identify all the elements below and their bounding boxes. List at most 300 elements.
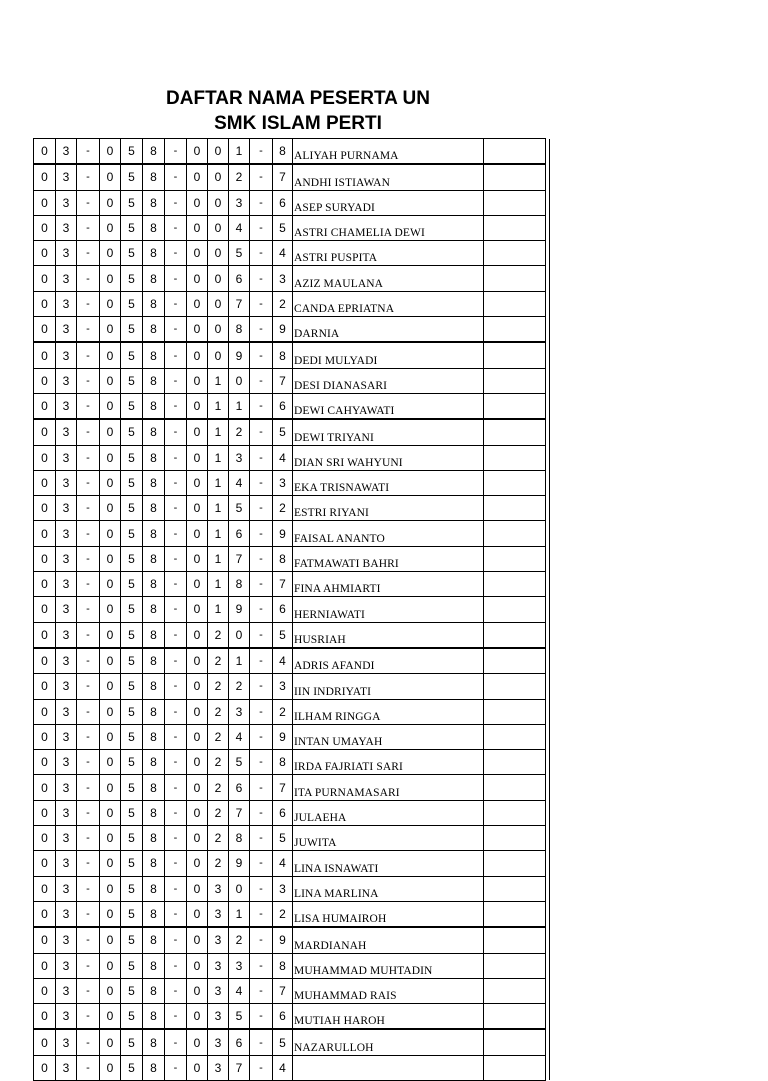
digit-cell: 4	[273, 851, 293, 876]
digit-cell: 5	[121, 317, 143, 343]
digit-cell: 0	[187, 419, 208, 445]
separator-cell: -	[250, 724, 273, 749]
digit-cell: 0	[34, 496, 56, 521]
digit-cell: 0	[100, 876, 121, 901]
participant-name: INTAN UMAYAH	[293, 724, 484, 749]
digit-cell: 0	[34, 572, 56, 597]
separator-cell: -	[77, 1029, 100, 1055]
digit-cell: 0	[187, 368, 208, 393]
digit-cell: 0	[100, 241, 121, 266]
participant-name: MUTIAH HAROH	[293, 1004, 484, 1030]
table-edge	[546, 419, 550, 445]
digit-cell: 9	[229, 342, 250, 368]
digit-cell: 2	[208, 622, 229, 648]
table-row	[34, 266, 550, 291]
digit-cell: 2	[208, 648, 229, 674]
digit-cell: 2	[229, 927, 250, 953]
digit-cell: 0	[34, 368, 56, 393]
table-edge	[546, 317, 550, 343]
participant-name: HERNIAWATI	[293, 597, 484, 622]
digit-cell: 3	[56, 1029, 77, 1055]
digit-cell: 8	[143, 241, 165, 266]
digit-cell: 8	[143, 597, 165, 622]
digit-cell: 5	[121, 724, 143, 749]
digit-cell: 0	[187, 445, 208, 470]
table-row	[34, 190, 550, 215]
digit-cell: 1	[208, 496, 229, 521]
participant-name: ITA PURNAMASARI	[293, 775, 484, 800]
digit-cell: 4	[229, 215, 250, 240]
digit-cell: 9	[273, 927, 293, 953]
table-edge	[546, 648, 550, 674]
digit-cell: 0	[187, 393, 208, 419]
separator-cell: -	[165, 521, 187, 546]
participant-name: NAZARULLOH	[293, 1029, 484, 1055]
separator-cell: -	[250, 445, 273, 470]
digit-cell: 5	[121, 1029, 143, 1055]
digit-cell: 0	[187, 241, 208, 266]
digit-cell: 0	[187, 978, 208, 1003]
separator-cell: -	[250, 470, 273, 495]
separator-cell: -	[250, 597, 273, 622]
participant-name: MUHAMMAD MUHTADIN	[293, 953, 484, 978]
digit-cell: 8	[143, 266, 165, 291]
digit-cell: 8	[143, 317, 165, 343]
digit-cell: 5	[273, 215, 293, 240]
separator-cell: -	[165, 291, 187, 316]
table-edge	[546, 978, 550, 1003]
digit-cell: 0	[187, 496, 208, 521]
digit-cell: 0	[187, 876, 208, 901]
table-edge	[546, 572, 550, 597]
digit-cell: 8	[143, 1004, 165, 1030]
digit-cell: 0	[229, 622, 250, 648]
digit-cell: 6	[273, 1004, 293, 1030]
table-edge	[546, 674, 550, 699]
digit-cell: 3	[56, 572, 77, 597]
table-row	[34, 342, 550, 368]
separator-cell: -	[77, 241, 100, 266]
digit-cell: 0	[187, 1004, 208, 1030]
digit-cell: 6	[229, 266, 250, 291]
signature-cell	[484, 1004, 546, 1030]
separator-cell: -	[165, 393, 187, 419]
table-row	[34, 139, 550, 165]
digit-cell: 0	[208, 241, 229, 266]
participant-name: IIN INDRIYATI	[293, 674, 484, 699]
digit-cell: 0	[34, 674, 56, 699]
digit-cell: 1	[208, 393, 229, 419]
digit-cell: 0	[100, 470, 121, 495]
digit-cell: 0	[34, 190, 56, 215]
separator-cell: -	[77, 978, 100, 1003]
participant-name: AZIZ MAULANA	[293, 266, 484, 291]
digit-cell: 2	[208, 724, 229, 749]
digit-cell: 0	[100, 190, 121, 215]
digit-cell: 0	[100, 674, 121, 699]
digit-cell: 0	[187, 953, 208, 978]
digit-cell: 0	[208, 190, 229, 215]
digit-cell: 0	[100, 978, 121, 1003]
separator-cell: -	[165, 927, 187, 953]
digit-cell: 2	[273, 699, 293, 724]
digit-cell: 5	[121, 496, 143, 521]
separator-cell: -	[165, 241, 187, 266]
signature-cell	[484, 139, 546, 165]
signature-cell	[484, 648, 546, 674]
digit-cell: 2	[208, 674, 229, 699]
participant-name	[293, 1055, 484, 1080]
separator-cell: -	[77, 546, 100, 571]
signature-cell	[484, 496, 546, 521]
digit-cell: 0	[100, 622, 121, 648]
school-name: SMK ISLAM PERTI	[214, 113, 382, 134]
digit-cell: 1	[229, 139, 250, 165]
digit-cell: 3	[56, 317, 77, 343]
digit-cell: 0	[34, 1004, 56, 1030]
digit-cell: 1	[229, 393, 250, 419]
separator-cell: -	[77, 342, 100, 368]
separator-cell: -	[77, 445, 100, 470]
digit-cell: 2	[208, 851, 229, 876]
table-edge	[546, 291, 550, 316]
digit-cell: 0	[34, 876, 56, 901]
digit-cell: 5	[121, 826, 143, 851]
digit-cell: 0	[34, 775, 56, 800]
digit-cell: 8	[273, 953, 293, 978]
digit-cell: 8	[143, 215, 165, 240]
participant-name: MUHAMMAD RAIS	[293, 978, 484, 1003]
table-edge	[546, 241, 550, 266]
digit-cell: 3	[56, 674, 77, 699]
separator-cell: -	[250, 851, 273, 876]
participant-name: DEDI MULYADI	[293, 342, 484, 368]
digit-cell: 0	[208, 139, 229, 165]
table-row	[34, 775, 550, 800]
participant-name: FATMAWATI BAHRI	[293, 546, 484, 571]
separator-cell: -	[250, 317, 273, 343]
table-row	[34, 901, 550, 927]
digit-cell: 8	[143, 496, 165, 521]
table-row	[34, 317, 550, 343]
digit-cell: 5	[121, 342, 143, 368]
digit-cell: 4	[273, 648, 293, 674]
digit-cell: 0	[187, 546, 208, 571]
digit-cell: 2	[208, 775, 229, 800]
digit-cell: 0	[229, 368, 250, 393]
separator-cell: -	[77, 291, 100, 316]
separator-cell: -	[165, 1004, 187, 1030]
digit-cell: 8	[143, 851, 165, 876]
separator-cell: -	[165, 266, 187, 291]
digit-cell: 1	[229, 648, 250, 674]
signature-cell	[484, 775, 546, 800]
digit-cell: 3	[273, 674, 293, 699]
digit-cell: 3	[56, 750, 77, 775]
digit-cell: 8	[143, 190, 165, 215]
digit-cell: 0	[187, 901, 208, 927]
digit-cell: 0	[187, 1055, 208, 1080]
table-edge	[546, 190, 550, 215]
signature-cell	[484, 546, 546, 571]
separator-cell: -	[165, 901, 187, 927]
digit-cell: 5	[229, 241, 250, 266]
digit-cell: 0	[100, 342, 121, 368]
digit-cell: 6	[273, 597, 293, 622]
table-edge	[546, 445, 550, 470]
digit-cell: 8	[143, 521, 165, 546]
digit-cell: 0	[100, 750, 121, 775]
table-row	[34, 1004, 550, 1030]
separator-cell: -	[165, 342, 187, 368]
digit-cell: 3	[56, 419, 77, 445]
digit-cell: 8	[143, 470, 165, 495]
signature-cell	[484, 445, 546, 470]
digit-cell: 3	[208, 927, 229, 953]
separator-cell: -	[77, 496, 100, 521]
digit-cell: 3	[56, 597, 77, 622]
digit-cell: 5	[121, 190, 143, 215]
digit-cell: 0	[34, 215, 56, 240]
digit-cell: 0	[100, 521, 121, 546]
digit-cell: 5	[273, 1029, 293, 1055]
separator-cell: -	[165, 215, 187, 240]
separator-cell: -	[77, 317, 100, 343]
separator-cell: -	[250, 496, 273, 521]
separator-cell: -	[165, 597, 187, 622]
digit-cell: 0	[100, 1029, 121, 1055]
separator-cell: -	[77, 368, 100, 393]
digit-cell: 0	[100, 1004, 121, 1030]
digit-cell: 5	[121, 901, 143, 927]
digit-cell: 0	[34, 750, 56, 775]
digit-cell: 3	[56, 164, 77, 190]
digit-cell: 0	[34, 419, 56, 445]
table-edge	[546, 851, 550, 876]
separator-cell: -	[250, 546, 273, 571]
signature-cell	[484, 597, 546, 622]
digit-cell: 5	[121, 419, 143, 445]
digit-cell: 2	[273, 496, 293, 521]
separator-cell: -	[165, 496, 187, 521]
document-title: DAFTAR NAMA PESERTA UN	[166, 88, 430, 109]
digit-cell: 0	[100, 445, 121, 470]
separator-cell: -	[77, 901, 100, 927]
digit-cell: 0	[187, 724, 208, 749]
digit-cell: 5	[121, 1004, 143, 1030]
digit-cell: 1	[208, 521, 229, 546]
digit-cell: 0	[187, 572, 208, 597]
table-edge	[546, 164, 550, 190]
digit-cell: 3	[229, 699, 250, 724]
digit-cell: 3	[56, 496, 77, 521]
separator-cell: -	[77, 826, 100, 851]
separator-cell: -	[77, 876, 100, 901]
separator-cell: -	[165, 190, 187, 215]
digit-cell: 0	[208, 317, 229, 343]
separator-cell: -	[165, 800, 187, 825]
digit-cell: 2	[229, 164, 250, 190]
digit-cell: 0	[187, 317, 208, 343]
signature-cell	[484, 699, 546, 724]
separator-cell: -	[250, 1029, 273, 1055]
digit-cell: 3	[56, 800, 77, 825]
participant-name: JUWITA	[293, 826, 484, 851]
digit-cell: 3	[56, 215, 77, 240]
separator-cell: -	[77, 164, 100, 190]
digit-cell: 0	[208, 342, 229, 368]
digit-cell: 0	[34, 1055, 56, 1080]
digit-cell: 5	[121, 750, 143, 775]
table-row	[34, 648, 550, 674]
separator-cell: -	[165, 622, 187, 648]
table-edge	[546, 470, 550, 495]
digit-cell: 7	[229, 1055, 250, 1080]
digit-cell: 5	[229, 1004, 250, 1030]
separator-cell: -	[250, 266, 273, 291]
digit-cell: 0	[34, 851, 56, 876]
digit-cell: 0	[34, 597, 56, 622]
digit-cell: 0	[187, 521, 208, 546]
digit-cell: 0	[100, 927, 121, 953]
separator-cell: -	[165, 775, 187, 800]
separator-cell: -	[77, 419, 100, 445]
separator-cell: -	[250, 699, 273, 724]
separator-cell: -	[250, 393, 273, 419]
digit-cell: 9	[273, 521, 293, 546]
digit-cell: 7	[273, 775, 293, 800]
digit-cell: 5	[121, 445, 143, 470]
participant-name: FAISAL ANANTO	[293, 521, 484, 546]
digit-cell: 4	[273, 445, 293, 470]
signature-cell	[484, 393, 546, 419]
separator-cell: -	[250, 291, 273, 316]
digit-cell: 0	[34, 648, 56, 674]
digit-cell: 6	[229, 1029, 250, 1055]
signature-cell	[484, 724, 546, 749]
digit-cell: 0	[187, 291, 208, 316]
digit-cell: 3	[208, 953, 229, 978]
digit-cell: 0	[100, 368, 121, 393]
participant-name: DEWI TRIYANI	[293, 419, 484, 445]
participant-name: ANDHI ISTIAWAN	[293, 164, 484, 190]
digit-cell: 0	[34, 445, 56, 470]
digit-cell: 7	[229, 291, 250, 316]
table-edge	[546, 876, 550, 901]
separator-cell: -	[77, 622, 100, 648]
table-edge	[546, 699, 550, 724]
digit-cell: 5	[121, 546, 143, 571]
separator-cell: -	[250, 241, 273, 266]
participant-name: EKA TRISNAWATI	[293, 470, 484, 495]
separator-cell: -	[250, 368, 273, 393]
digit-cell: 8	[143, 674, 165, 699]
digit-cell: 3	[208, 1055, 229, 1080]
table-row	[34, 622, 550, 648]
digit-cell: 0	[34, 164, 56, 190]
signature-cell	[484, 241, 546, 266]
digit-cell: 5	[121, 368, 143, 393]
digit-cell: 5	[121, 953, 143, 978]
table-row	[34, 572, 550, 597]
digit-cell: 3	[56, 139, 77, 165]
digit-cell: 3	[208, 978, 229, 1003]
digit-cell: 0	[100, 901, 121, 927]
table-row	[34, 724, 550, 749]
digit-cell: 0	[34, 826, 56, 851]
digit-cell: 8	[143, 139, 165, 165]
digit-cell: 5	[121, 215, 143, 240]
digit-cell: 0	[187, 190, 208, 215]
separator-cell: -	[77, 674, 100, 699]
digit-cell: 3	[56, 1055, 77, 1080]
separator-cell: -	[77, 953, 100, 978]
signature-cell	[484, 190, 546, 215]
digit-cell: 0	[187, 927, 208, 953]
digit-cell: 3	[56, 342, 77, 368]
digit-cell: 1	[208, 419, 229, 445]
digit-cell: 5	[121, 851, 143, 876]
participant-name: ADRIS AFANDI	[293, 648, 484, 674]
digit-cell: 8	[143, 368, 165, 393]
table-edge	[546, 622, 550, 648]
digit-cell: 3	[56, 622, 77, 648]
signature-cell	[484, 164, 546, 190]
digit-cell: 0	[34, 139, 56, 165]
digit-cell: 3	[56, 368, 77, 393]
digit-cell: 0	[187, 342, 208, 368]
digit-cell: 0	[187, 266, 208, 291]
digit-cell: 9	[273, 317, 293, 343]
digit-cell: 8	[143, 445, 165, 470]
digit-cell: 0	[100, 139, 121, 165]
digit-cell: 0	[100, 317, 121, 343]
digit-cell: 8	[143, 622, 165, 648]
separator-cell: -	[77, 139, 100, 165]
digit-cell: 8	[273, 342, 293, 368]
separator-cell: -	[250, 674, 273, 699]
digit-cell: 7	[273, 978, 293, 1003]
separator-cell: -	[165, 648, 187, 674]
digit-cell: 0	[100, 953, 121, 978]
participant-table	[33, 138, 550, 1081]
digit-cell: 0	[187, 597, 208, 622]
digit-cell: 0	[208, 266, 229, 291]
digit-cell: 0	[100, 496, 121, 521]
table-row	[34, 241, 550, 266]
digit-cell: 0	[187, 215, 208, 240]
digit-cell: 5	[121, 1055, 143, 1080]
separator-cell: -	[165, 1029, 187, 1055]
digit-cell: 8	[143, 876, 165, 901]
table-edge	[546, 1004, 550, 1030]
digit-cell: 3	[56, 901, 77, 927]
digit-cell: 0	[100, 699, 121, 724]
participant-name: DARNIA	[293, 317, 484, 343]
digit-cell: 0	[34, 724, 56, 749]
participant-name: JULAEHA	[293, 800, 484, 825]
digit-cell: 0	[100, 164, 121, 190]
digit-cell: 7	[273, 572, 293, 597]
separator-cell: -	[165, 750, 187, 775]
digit-cell: 0	[100, 546, 121, 571]
digit-cell: 0	[208, 215, 229, 240]
digit-cell: 5	[121, 241, 143, 266]
digit-cell: 0	[100, 266, 121, 291]
table-row	[34, 1055, 550, 1080]
participant-name: FINA AHMIARTI	[293, 572, 484, 597]
digit-cell: 3	[208, 1029, 229, 1055]
